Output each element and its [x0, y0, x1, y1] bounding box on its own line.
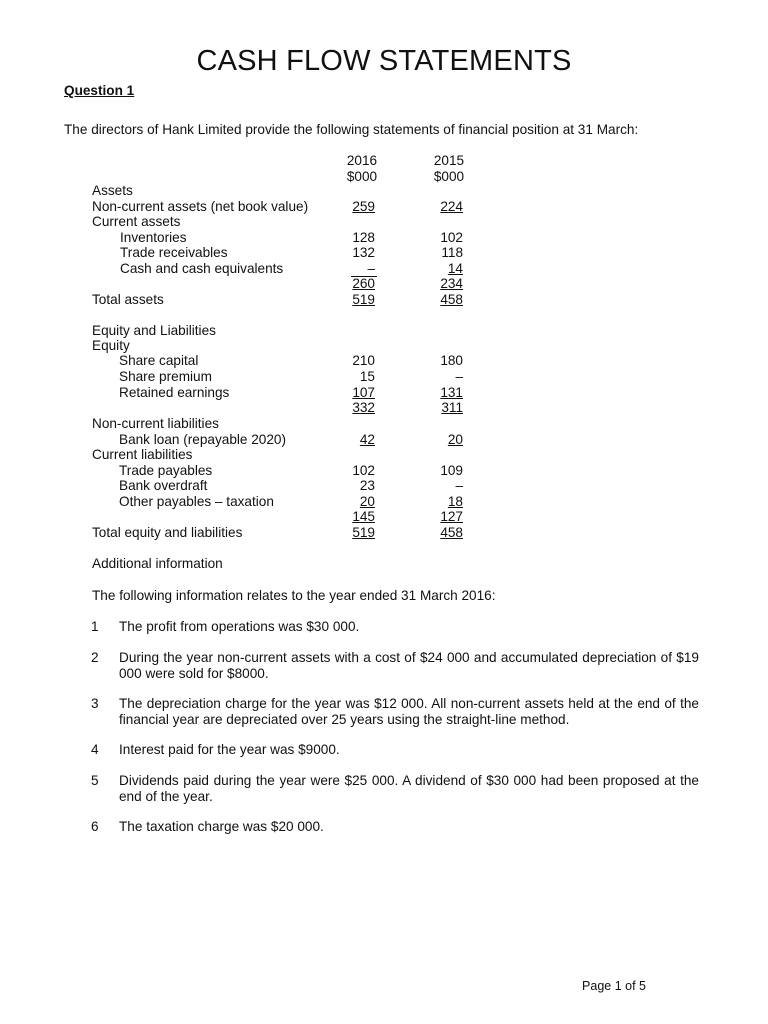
- row-label-total-assets: Total assets: [92, 292, 164, 307]
- note-number: 1: [91, 619, 99, 634]
- additional-info-heading: Additional information: [92, 556, 223, 571]
- value-2015-retained-earnings: 131: [440, 385, 463, 400]
- value-2015-trade-receivables: 118: [441, 245, 463, 260]
- row-label-total-equity-liabilities: Total equity and liabilities: [92, 525, 243, 540]
- col-unit-2016: $000: [346, 169, 378, 184]
- value-2016-total-assets: 519: [352, 292, 375, 307]
- note-text: Interest paid for the year was $9000.: [119, 742, 340, 757]
- note-number: 3: [91, 696, 99, 711]
- row-label-current-liabilities: Current liabilities: [92, 447, 193, 462]
- value-2016-bank-overdraft: 23: [359, 478, 375, 493]
- row-label-cash: Cash and cash equivalents: [120, 261, 284, 276]
- row-label-non-current-assets: Non-current assets (net book value): [92, 199, 309, 214]
- row-label-equity: Equity: [92, 338, 130, 353]
- value-2016-cash: –: [367, 261, 375, 276]
- value-2016-trade-receivables: 132: [352, 245, 375, 260]
- value-2016-inventories: 128: [352, 230, 375, 245]
- subtotal-2015-current-liabilities: 127: [440, 509, 463, 524]
- value-2016-trade-payables: 102: [352, 463, 375, 478]
- row-label-share-premium: Share premium: [119, 369, 212, 384]
- value-2015-cash: 14: [447, 261, 463, 276]
- value-2015-share-capital: 180: [440, 353, 463, 368]
- subtotal-2016-current-assets: 260: [352, 276, 375, 291]
- note-number: 6: [91, 819, 99, 834]
- row-label-non-current-liabilities: Non-current liabilities: [92, 416, 219, 431]
- row-label-bank-overdraft: Bank overdraft: [119, 478, 208, 493]
- value-2015-total-equity-liabilities: 458: [440, 525, 463, 540]
- value-2016-retained-earnings: 107: [352, 385, 375, 400]
- value-2016-bank-loan: 42: [359, 432, 375, 447]
- subtotal-2016-current-liabilities: 145: [352, 509, 375, 524]
- row-label-share-capital: Share capital: [119, 353, 199, 368]
- additional-info-lead: The following information relates to the year ended 31 March 2016:: [92, 588, 496, 603]
- value-2016-share-capital: 210: [352, 353, 375, 368]
- value-2015-bank-overdraft: –: [455, 478, 463, 493]
- note-number: 5: [91, 773, 99, 788]
- subtotal-2016-equity: 332: [352, 400, 375, 415]
- note-text: The taxation charge was $20 000.: [119, 819, 324, 834]
- note-text: The profit from operations was $30 000.: [119, 619, 360, 634]
- value-2015-non-current-assets: 224: [440, 199, 463, 214]
- subtotal-2015-equity: 311: [441, 400, 463, 415]
- row-label-trade-receivables: Trade receivables: [120, 245, 228, 260]
- row-label-other-payables: Other payables – taxation: [119, 494, 274, 509]
- row-label-assets: Assets: [92, 183, 133, 198]
- value-2015-trade-payables: 109: [440, 463, 463, 478]
- page-number: Page 1 of 5: [582, 979, 646, 993]
- intro-text: The directors of Hank Limited provide the following statements of financial position at 31 March:: [64, 122, 639, 137]
- value-2016-other-payables: 20: [359, 494, 375, 509]
- subtotal-2015-current-assets: 234: [440, 276, 463, 291]
- value-2015-bank-loan: 20: [447, 432, 463, 447]
- value-2015-other-payables: 18: [447, 494, 463, 509]
- note-number: 4: [91, 742, 99, 757]
- col-unit-2015: $000: [433, 169, 465, 184]
- value-2016-total-equity-liabilities: 519: [352, 525, 375, 540]
- note-text: Dividends paid during the year were $25 000. A dividend of $30 000 had been proposed at the end of the year.: [119, 773, 699, 804]
- note-text: The depreciation charge for the year was $12 000. All non-current assets held at the end of the financial year are depreciated over 25 years using the straight-line method.: [119, 696, 699, 727]
- row-label-equity-liabilities: Equity and Liabilities: [92, 323, 216, 338]
- note-text: During the year non-current assets with a cost of $24 000 and accumulated depreciation of $19 000 were sold for $8000.: [119, 650, 699, 681]
- row-label-current-assets: Current assets: [92, 214, 181, 229]
- row-label-inventories: Inventories: [120, 230, 187, 245]
- value-2016-non-current-assets: 259: [352, 199, 375, 214]
- value-2015-share-premium: –: [455, 369, 463, 384]
- value-2015-total-assets: 458: [440, 292, 463, 307]
- note-number: 2: [91, 650, 99, 665]
- row-label-trade-payables: Trade payables: [119, 463, 213, 478]
- question-heading: Question 1: [64, 83, 135, 98]
- page-title: CASH FLOW STATEMENTS: [196, 45, 572, 77]
- value-2015-inventories: 102: [440, 230, 463, 245]
- value-2016-share-premium: 15: [359, 369, 375, 384]
- col-header-2016: 2016: [346, 153, 378, 168]
- row-label-retained-earnings: Retained earnings: [119, 385, 230, 400]
- row-label-bank-loan: Bank loan (repayable 2020): [119, 432, 287, 447]
- col-header-2015: 2015: [433, 153, 465, 168]
